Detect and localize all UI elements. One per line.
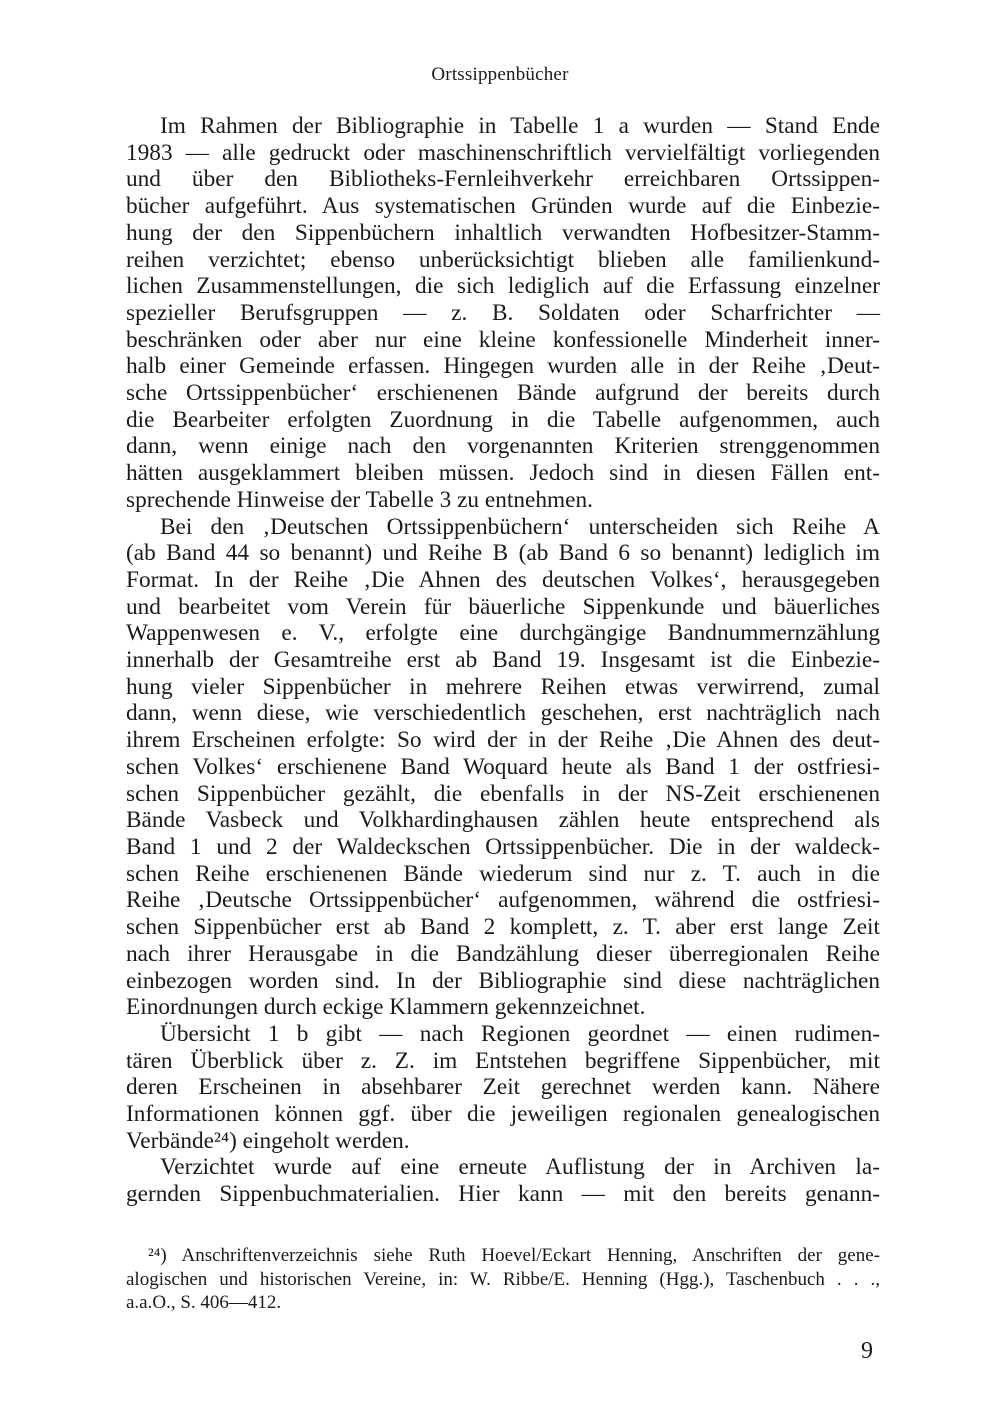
- text-line: nach ihrer Herausgabe in die Bandzählung dieser überregionalen Reihe: [126, 940, 880, 967]
- text-line: beschränken oder aber nur eine kleine konfessionelle Minderheit inner-: [126, 326, 880, 353]
- paragraph-4: [126, 1154, 880, 1207]
- text-line: Band 1 und 2 der Waldeckschen Ortssippenbücher. Die in der waldeck-: [126, 833, 880, 860]
- text-line: schen Reihe erschienenen Bände wiederum sind nur z. T. auch in die: [126, 860, 880, 887]
- text-line: (ab Band 44 so benannt) und Reihe B (ab Band 6 so benannt) lediglich im: [126, 540, 880, 567]
- text-line: tären Überblick über z. Z. im Entstehen begriffene Sippenbücher, mit: [126, 1047, 880, 1074]
- text-line: Bei den ‚Deutschen Ortssippenbüchern‘ unterscheiden sich Reihe A: [160, 513, 880, 540]
- text-line: schen Volkes‘ erschienene Band Woquard heute als Band 1 der ostfriesi-: [126, 753, 880, 780]
- text-line: hung der den Sippenbüchern inhaltlich verwandten Hofbesitzer-Stamm-: [126, 219, 880, 246]
- text-line: schen Sippenbücher erst ab Band 2 komplett, z. T. aber erst lange Zeit: [126, 914, 880, 941]
- text-line: bücher aufgeführt. Aus systematischen Gründen wurde auf die Einbezie-: [126, 193, 880, 220]
- text-line: reihen verzichtet; ebenso unberücksichtigt blieben alle familienkund-: [126, 246, 880, 273]
- running-head: Ortssippenbücher: [431, 64, 569, 85]
- text-line: hung vieler Sippenbücher in mehrere Reihen etwas verwirrend, zumal: [126, 673, 880, 700]
- footnote-line: alogischen und historischen Vereine, in: W. Ribbe/E. Henning (Hgg.), Taschenbuch . . .,: [126, 1268, 880, 1290]
- text-line: dann, wenn diese, wie verschiedentlich geschehen, erst nachträglich nach: [126, 700, 880, 727]
- text-line: 1983 — alle gedruckt oder maschinenschriftlich vervielfältigt vorliegenden: [126, 139, 880, 166]
- text-line: die Bearbeiter erfolgten Zuordnung in die Tabelle aufgenommen, auch: [126, 406, 880, 433]
- text-line: sprechende Hinweise der Tabelle 3 zu entnehmen.: [126, 486, 593, 513]
- text-line: hätten ausgeklammert bleiben müssen. Jedoch sind in diesen Fällen ent-: [126, 460, 880, 487]
- text-line: einbezogen worden sind. In der Bibliographie sind diese nachträglichen: [126, 967, 880, 994]
- text-line: Einordnungen durch eckige Klammern gekennzeichnet.: [126, 994, 646, 1021]
- text-line: Bände Vasbeck und Volkhardinghausen zählen heute entsprechend als: [126, 807, 880, 834]
- text-line: Übersicht 1 b gibt — nach Regionen geordnet — einen rudimen-: [160, 1020, 880, 1047]
- paragraph-1: [126, 113, 880, 514]
- text-line: gernden Sippenbuchmaterialien. Hier kann — mit den bereits genann-: [126, 1181, 880, 1208]
- text-line: deren Erscheinen in absehbarer Zeit gerechnet werden kann. Nähere: [126, 1074, 880, 1101]
- text-line: ihrem Erscheinen erfolgte: So wird der in der Reihe ‚Die Ahnen des deut-: [126, 727, 880, 754]
- footnote-line: ²⁴) Anschriftenverzeichnis siehe Ruth Hoevel/Eckart Henning, Anschriften der gene-: [148, 1245, 880, 1266]
- text-line: lichen Zusammenstellungen, die sich lediglich auf die Erfassung einzelner: [126, 273, 880, 300]
- text-line: Wappenwesen e. V., erfolgte eine durchgängige Bandnummernzählung: [126, 620, 880, 647]
- page-number: 9: [861, 1338, 873, 1364]
- text-line: sche Ortssippenbücher‘ erschienenen Bände aufgrund der bereits durch: [126, 380, 880, 407]
- text-line: spezieller Berufsgruppen — z. B. Soldaten oder Scharfrichter —: [126, 299, 880, 326]
- text-line: Im Rahmen der Bibliographie in Tabelle 1 a wurden — Stand Ende: [160, 113, 880, 139]
- text-line: und bearbeitet vom Verein für bäuerliche Sippenkunde und bäuerliches: [126, 593, 880, 620]
- text-line: Informationen können ggf. über die jeweiligen regionalen genealogischen: [126, 1101, 880, 1128]
- text-line: Reihe ‚Deutsche Ortssippenbücher‘ aufgenommen, während die ostfriesi-: [126, 887, 880, 914]
- paragraph-3: [126, 1021, 880, 1155]
- text-line: und über den Bibliotheks-Fernleihverkehr erreichbaren Ortssippen-: [126, 166, 880, 193]
- text-line: innerhalb der Gesamtreihe erst ab Band 19. Insgesamt ist die Einbezie-: [126, 647, 880, 674]
- text-line: dann, wenn einige nach den vorgenannten Kriterien strenggenommen: [126, 433, 880, 460]
- text-line: Format. In der Reihe ‚Die Ahnen des deutschen Volkes‘, herausgegeben: [126, 566, 880, 593]
- text-line: halb einer Gemeinde erfassen. Hingegen wurden alle in der Reihe ‚Deut-: [126, 353, 880, 380]
- text-line: schen Sippenbücher gezählt, die ebenfalls in der NS-Zeit erschienenen: [126, 780, 880, 807]
- text-line: Verbände²⁴) eingeholt werden.: [126, 1127, 410, 1154]
- body-text: [126, 113, 880, 1208]
- footnote-area: [126, 1244, 880, 1315]
- text-line: Verzichtet wurde auf eine erneute Auflistung der in Archiven la-: [160, 1154, 880, 1181]
- footnote-line: a.a.O., S. 406—412.: [126, 1292, 282, 1313]
- paragraph-2: [126, 514, 880, 1021]
